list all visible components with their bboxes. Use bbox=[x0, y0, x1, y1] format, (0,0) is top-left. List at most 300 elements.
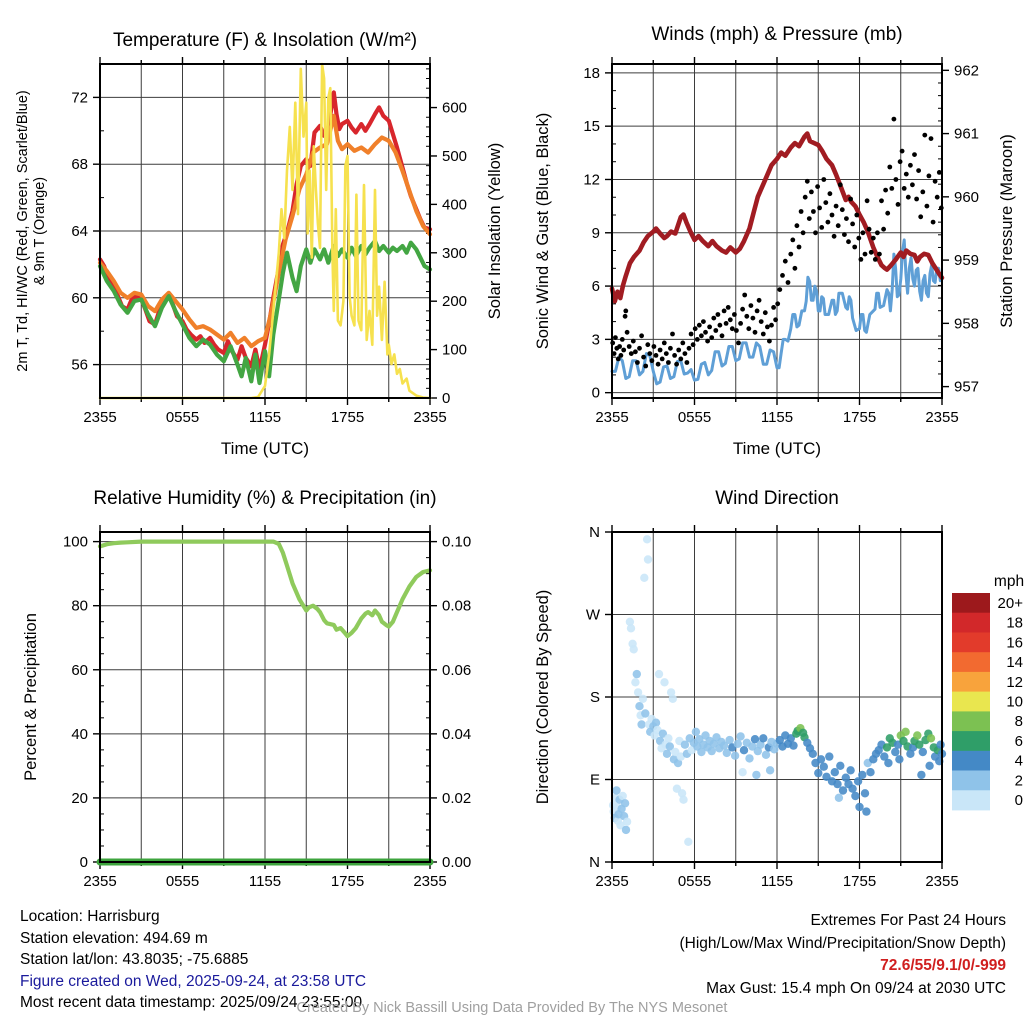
gust-black-dots bbox=[795, 223, 800, 228]
gust-black-dots bbox=[683, 351, 688, 356]
extremes-block bbox=[680, 910, 1007, 1000]
y-left-axis-label: Sonic Wind & Gust (Blue, Black) bbox=[534, 112, 552, 350]
colorbar-label: 4 bbox=[1014, 752, 1023, 770]
wind-direction-scatter bbox=[684, 838, 692, 846]
gust-black-dots bbox=[753, 330, 758, 335]
colorbar-swatch bbox=[952, 633, 990, 653]
gust-black-dots bbox=[935, 195, 940, 200]
extremes-title: Extremes For Past 24 Hours bbox=[810, 912, 1006, 929]
gust-black-dots bbox=[670, 332, 675, 337]
y-left-tick-label: 15 bbox=[583, 118, 600, 136]
gust-black-dots bbox=[726, 305, 731, 310]
gust-black-dots bbox=[873, 257, 878, 262]
gust-black-dots bbox=[703, 330, 708, 335]
wind-direction-scatter bbox=[633, 670, 641, 678]
gust-black-dots bbox=[848, 197, 853, 202]
gust-black-dots bbox=[817, 206, 822, 211]
x-tick-label: 2355 bbox=[925, 409, 959, 426]
gust-black-dots bbox=[852, 245, 857, 250]
wind-direction-scatter bbox=[639, 695, 647, 703]
colorbar-swatch bbox=[952, 731, 990, 751]
gust-black-dots bbox=[613, 335, 618, 340]
colorbar-label: 6 bbox=[1014, 733, 1023, 750]
gust-black-dots bbox=[757, 298, 762, 303]
colorbar-label: 0 bbox=[1014, 792, 1023, 810]
colorbar-swatch bbox=[952, 652, 990, 672]
gust-black-dots bbox=[660, 357, 665, 362]
gust-black-dots bbox=[687, 346, 692, 351]
gust-black-dots bbox=[627, 344, 632, 349]
data-timestamp: Most recent data timestamp: 2025/09/24 23:55:00 bbox=[20, 994, 363, 1011]
gust-black-dots bbox=[695, 337, 700, 342]
gust-black-dots bbox=[832, 234, 837, 239]
wind-direction-scatter bbox=[851, 792, 859, 800]
wind-direction-scatter bbox=[925, 762, 933, 770]
y-right-tick-label: 500 bbox=[442, 147, 468, 165]
gust-black-dots bbox=[842, 232, 847, 237]
gust-black-dots bbox=[815, 184, 820, 189]
wind-direction-scatter bbox=[817, 755, 825, 763]
y-left-tick-label: 12 bbox=[583, 171, 600, 189]
humidity-precipitation-chart bbox=[0, 470, 512, 910]
y-right-tick-label: 962 bbox=[954, 62, 980, 80]
y-left-tick-label: 20 bbox=[71, 789, 88, 807]
gust-black-dots bbox=[621, 348, 626, 353]
gust-black-dots bbox=[635, 360, 640, 365]
wind-direction-scatter bbox=[855, 803, 863, 811]
gust-black-dots bbox=[676, 348, 681, 353]
wind-direction-scatter bbox=[619, 792, 627, 800]
gust-black-dots bbox=[777, 287, 782, 292]
x-tick-label: 2355 bbox=[595, 873, 629, 890]
gust-black-dots bbox=[763, 310, 768, 315]
gust-black-dots bbox=[689, 332, 694, 337]
gust-black-dots bbox=[807, 216, 812, 221]
gust-black-dots bbox=[892, 117, 897, 122]
wind-direction-scatter bbox=[759, 734, 767, 742]
gust-black-dots bbox=[678, 357, 683, 362]
gust-black-dots bbox=[803, 195, 808, 200]
gust-black-dots bbox=[838, 182, 843, 187]
gust-black-dots bbox=[846, 239, 851, 244]
wind-direction-scatter bbox=[635, 702, 643, 710]
y-right-tick-label: 300 bbox=[442, 244, 468, 262]
wind-direction-scatter bbox=[848, 785, 856, 793]
y-left-axis-label: 2m T, Td, HI/WC (Red, Green, Scarlet/Blue) bbox=[15, 90, 31, 372]
y-left-tick-label: 0 bbox=[591, 384, 600, 402]
gust-black-dots bbox=[927, 174, 932, 179]
gust-black-dots bbox=[830, 213, 835, 218]
gust-black-dots bbox=[629, 351, 634, 356]
x-tick-label: 1755 bbox=[330, 873, 365, 890]
wind-direction-scatter bbox=[858, 771, 866, 779]
gust-black-dots bbox=[879, 198, 884, 203]
wind-direction-scatter bbox=[831, 768, 839, 776]
wind-direction-scatter bbox=[846, 766, 854, 774]
gust-black-dots bbox=[797, 245, 802, 250]
extremes-subtitle: (High/Low/Max Wind/Precipitation/Snow Depth) bbox=[679, 934, 1006, 952]
colorbar-label: 20+ bbox=[997, 594, 1023, 612]
wind-direction-scatter bbox=[762, 751, 770, 759]
wind-direction-scatter bbox=[692, 728, 700, 736]
y-left-tick-label: 40 bbox=[71, 725, 88, 743]
colorbar-swatch bbox=[952, 613, 990, 633]
gust-black-dots bbox=[674, 362, 679, 367]
figure-created: Figure created on Wed, 2025-09-24, at 23:58 UTC bbox=[20, 972, 367, 990]
y-left-tick-label: N bbox=[589, 524, 600, 541]
station-info bbox=[20, 906, 366, 1014]
gust-black-dots bbox=[906, 195, 911, 200]
y-right-tick-label: 0.10 bbox=[442, 533, 472, 551]
winds-pressure-chart bbox=[512, 0, 1024, 470]
colorbar-label: 10 bbox=[1006, 693, 1023, 711]
gust-black-dots bbox=[672, 353, 677, 358]
y-left-tick-label: 60 bbox=[71, 661, 88, 679]
gust-black-dots bbox=[656, 362, 661, 367]
chart-title: Winds (mph) & Pressure (mb) bbox=[651, 24, 903, 45]
y-left-tick-label: E bbox=[589, 771, 600, 789]
gust-black-dots bbox=[811, 209, 816, 214]
gust-black-dots bbox=[819, 225, 824, 230]
gust-black-dots bbox=[931, 220, 936, 225]
gust-black-dots bbox=[823, 200, 828, 205]
gust-black-dots bbox=[693, 326, 698, 331]
wind-direction-scatter bbox=[862, 807, 870, 815]
gust-black-dots bbox=[722, 309, 727, 314]
colorbar-label: 8 bbox=[1014, 713, 1023, 731]
wind-direction-scatter bbox=[622, 826, 630, 834]
gust-black-dots bbox=[885, 211, 890, 216]
y-right-tick-label: 0.08 bbox=[442, 597, 472, 615]
gust-black-dots bbox=[912, 152, 917, 157]
gust-black-dots bbox=[780, 273, 785, 278]
y-left-tick-label: 0 bbox=[79, 854, 88, 871]
colorbar-label: 18 bbox=[1006, 614, 1023, 632]
gust-black-dots bbox=[720, 333, 725, 338]
gust-black-dots bbox=[914, 197, 919, 202]
gust-black-dots bbox=[654, 353, 659, 358]
gust-black-dots bbox=[875, 230, 880, 235]
gust-black-dots bbox=[933, 179, 938, 184]
gust-black-dots bbox=[625, 330, 630, 335]
y-right-tick-label: 0.00 bbox=[442, 854, 472, 871]
gust-black-dots bbox=[834, 204, 839, 209]
colorbar-swatch bbox=[952, 751, 990, 771]
colorbar-swatch bbox=[952, 692, 990, 712]
y-left-axis-label: & 9m T (Orange) bbox=[32, 176, 48, 286]
wind-direction-scatter bbox=[752, 771, 760, 779]
wind-direction-scatter bbox=[725, 736, 733, 744]
gust-black-dots bbox=[765, 325, 770, 330]
gust-black-dots bbox=[647, 351, 652, 356]
y-left-tick-label: 6 bbox=[591, 278, 600, 296]
colorbar-swatch bbox=[952, 593, 990, 613]
wind-direction-scatter bbox=[631, 678, 639, 686]
gust-black-dots bbox=[716, 312, 721, 317]
gust-black-dots bbox=[908, 163, 913, 168]
wind-direction-scatter bbox=[663, 750, 671, 758]
gust-black-dots bbox=[861, 230, 866, 235]
gust-black-dots bbox=[889, 186, 894, 191]
gust-black-dots bbox=[701, 319, 706, 324]
y-right-axis-label: Solar Insolation (Yellow) bbox=[486, 142, 504, 320]
colorbar-swatch bbox=[952, 771, 990, 791]
gust-black-dots bbox=[867, 227, 872, 232]
colorbar-swatch bbox=[952, 672, 990, 692]
y-left-tick-label: 100 bbox=[62, 533, 88, 551]
gust-black-dots bbox=[771, 305, 776, 310]
gust-black-dots bbox=[836, 223, 841, 228]
wind-direction-scatter bbox=[644, 555, 652, 563]
colorbar-label: 16 bbox=[1006, 634, 1023, 652]
wind-direction-scatter bbox=[652, 719, 660, 727]
gust-black-dots bbox=[645, 342, 650, 347]
wind-direction-scatter bbox=[669, 695, 677, 703]
wind-direction-scatter bbox=[814, 769, 822, 777]
station-latlon: Station lat/lon: 43.8035; -75.6885 bbox=[20, 951, 249, 968]
x-tick-label: 2355 bbox=[413, 873, 447, 890]
gust-black-dots bbox=[813, 230, 818, 235]
gust-black-dots bbox=[732, 312, 737, 317]
gust-black-dots bbox=[668, 346, 673, 351]
x-tick-label: 1155 bbox=[248, 409, 282, 426]
colorbar-title: mph bbox=[993, 573, 1024, 590]
y-left-tick-label: W bbox=[585, 606, 600, 624]
gust-black-dots bbox=[844, 216, 849, 221]
gust-black-dots bbox=[697, 323, 702, 328]
gust-black-dots bbox=[639, 333, 644, 338]
gust-black-dots bbox=[744, 314, 749, 319]
chart-title: Wind Direction bbox=[715, 488, 839, 509]
colorbar-label: 12 bbox=[1006, 673, 1023, 691]
wind-direction-scatter bbox=[861, 789, 869, 797]
gust-black-dots bbox=[652, 344, 657, 349]
gust-black-dots bbox=[790, 238, 795, 243]
wind-direction-scatter bbox=[660, 678, 668, 686]
gust-black-dots bbox=[821, 177, 826, 182]
gust-black-dots bbox=[705, 339, 710, 344]
wind-direction-scatter bbox=[738, 768, 746, 776]
x-tick-label: 0555 bbox=[677, 873, 712, 890]
x-tick-label: 1155 bbox=[248, 873, 282, 890]
y-left-tick-label: N bbox=[589, 854, 600, 871]
gust-black-dots bbox=[887, 165, 892, 170]
wind-direction-scatter bbox=[866, 768, 874, 776]
wind-direction-scatter bbox=[936, 741, 944, 749]
gust-black-dots bbox=[910, 182, 915, 187]
x-axis-label: Time (UTC) bbox=[732, 439, 822, 458]
gust-black-dots bbox=[707, 325, 712, 330]
gust-black-dots bbox=[840, 207, 845, 212]
credit-line: Created By Nick Bassill Using Data Provided By The NYS Mesonet bbox=[296, 1000, 728, 1016]
gust-black-dots bbox=[881, 227, 886, 232]
wind-direction-scatter bbox=[731, 752, 739, 760]
wind-direction-scatter bbox=[630, 645, 638, 653]
gust-black-dots bbox=[685, 360, 690, 365]
gust-black-dots bbox=[871, 236, 876, 241]
gust-black-dots bbox=[761, 332, 766, 337]
wind-direction-scatter bbox=[623, 818, 631, 826]
gust-black-dots bbox=[620, 337, 625, 342]
gust-black-dots bbox=[775, 301, 780, 306]
gust-black-dots bbox=[902, 186, 907, 191]
gust-black-dots bbox=[664, 351, 669, 356]
gust-black-dots bbox=[925, 204, 930, 209]
gust-black-dots bbox=[937, 170, 942, 175]
wind-direction-scatter bbox=[708, 747, 716, 755]
y-left-tick-label: 68 bbox=[71, 156, 88, 174]
gust-black-dots bbox=[751, 316, 756, 321]
y-left-tick-label: S bbox=[589, 689, 600, 706]
gust-black-dots bbox=[898, 159, 903, 164]
wind-direction-scatter bbox=[895, 755, 903, 763]
gust-black-dots bbox=[709, 335, 714, 340]
x-tick-label: 0555 bbox=[677, 409, 712, 426]
gust-black-dots bbox=[854, 213, 859, 218]
x-tick-label: 2355 bbox=[83, 409, 117, 426]
y-left-axis-label: Percent & Precipitation bbox=[22, 613, 40, 781]
station-location: Location: Harrisburg bbox=[20, 908, 160, 925]
temperature-insolation-chart bbox=[0, 0, 512, 470]
gust-black-dots bbox=[783, 259, 788, 264]
x-tick-label: 2355 bbox=[83, 873, 117, 890]
x-tick-label: 0555 bbox=[165, 409, 200, 426]
gust-black-dots bbox=[619, 353, 624, 358]
gust-black-dots bbox=[666, 360, 671, 365]
wind-direction-scatter bbox=[643, 535, 651, 543]
gust-black-dots bbox=[623, 314, 628, 319]
y-right-tick-label: 100 bbox=[442, 341, 468, 359]
station-elevation: Station elevation: 494.69 m bbox=[20, 929, 208, 947]
wind-direction-scatter bbox=[927, 734, 935, 742]
colorbar-swatch bbox=[952, 711, 990, 731]
wind-direction-scatter bbox=[679, 796, 687, 804]
max-gust: Max Gust: 15.4 mph On 09/24 at 2030 UTC bbox=[706, 979, 1006, 997]
gust-black-dots bbox=[740, 307, 745, 312]
gust-black-dots bbox=[828, 191, 833, 196]
wind-direction-scatter bbox=[655, 670, 663, 678]
gust-black-dots bbox=[809, 190, 814, 195]
x-tick-label: 2355 bbox=[925, 873, 959, 890]
wind-direction-scatter bbox=[621, 799, 629, 807]
y-right-axis-label: Station Pressure (Maroon) bbox=[998, 134, 1016, 328]
gust-black-dots bbox=[850, 222, 855, 227]
wind-direction-scatter bbox=[825, 752, 833, 760]
gust-black-dots bbox=[637, 346, 642, 351]
gust-black-dots bbox=[801, 230, 806, 235]
x-tick-label: 1155 bbox=[760, 873, 794, 890]
gust-black-dots bbox=[641, 355, 646, 360]
y-right-tick-label: 959 bbox=[954, 252, 980, 270]
gust-black-dots bbox=[699, 333, 704, 338]
gust-black-dots bbox=[631, 339, 636, 344]
wind-direction-scatter bbox=[839, 786, 847, 794]
extremes-values: 72.6/55/9.1/0/-999 bbox=[880, 957, 1006, 974]
wind-direction-scatter bbox=[627, 624, 635, 632]
gust-black-dots bbox=[877, 252, 882, 257]
gust-black-dots bbox=[759, 319, 764, 324]
wind-direction-scatter bbox=[835, 794, 843, 802]
wind-direction-chart bbox=[512, 470, 1024, 910]
colorbar-swatch bbox=[952, 790, 990, 810]
gust-black-dots bbox=[793, 266, 798, 271]
gust-black-dots bbox=[749, 303, 754, 308]
chart-title: Temperature (F) & Insolation (W/m²) bbox=[112, 30, 418, 51]
wind-direction-scatter bbox=[833, 780, 841, 788]
gust-black-dots bbox=[728, 317, 733, 322]
gust-black-dots bbox=[650, 358, 655, 363]
gust-black-dots bbox=[736, 341, 741, 346]
gust-black-dots bbox=[658, 348, 663, 353]
wind-direction-scatter bbox=[836, 762, 844, 770]
wind-direction-scatter bbox=[641, 709, 649, 717]
gust-black-dots bbox=[691, 342, 696, 347]
gust-black-dots bbox=[826, 220, 831, 225]
y-right-tick-label: 957 bbox=[954, 378, 980, 396]
x-tick-label: 0555 bbox=[165, 873, 200, 890]
y-right-tick-label: 200 bbox=[442, 293, 468, 311]
gust-black-dots bbox=[920, 190, 925, 195]
gust-black-dots bbox=[869, 250, 874, 255]
y-left-tick-label: 3 bbox=[591, 331, 600, 349]
gust-black-dots bbox=[738, 321, 743, 326]
x-tick-label: 1755 bbox=[330, 409, 365, 426]
gust-black-dots bbox=[916, 168, 921, 173]
x-tick-label: 1755 bbox=[842, 409, 877, 426]
gust-black-dots bbox=[769, 323, 774, 328]
gust-black-dots bbox=[718, 323, 723, 328]
gust-black-dots bbox=[713, 328, 718, 333]
wind-direction-scatter bbox=[640, 574, 648, 582]
gust-black-dots bbox=[856, 236, 861, 241]
wind-direction-scatter bbox=[913, 731, 921, 739]
gust-black-dots bbox=[746, 326, 751, 331]
gust-black-dots bbox=[730, 326, 735, 331]
gust-black-dots bbox=[617, 344, 622, 349]
gust-black-dots bbox=[894, 177, 899, 182]
gust-black-dots bbox=[623, 309, 628, 314]
gust-black-dots bbox=[633, 349, 638, 354]
x-axis-label: Time (UTC) bbox=[220, 439, 310, 458]
wind-direction-scatter bbox=[809, 750, 817, 758]
wind-direction-scatter bbox=[736, 732, 744, 740]
x-tick-label: 2355 bbox=[595, 409, 629, 426]
gust-black-dots bbox=[788, 252, 793, 257]
y-left-tick-label: 56 bbox=[71, 356, 88, 374]
x-tick-label: 1155 bbox=[760, 409, 794, 426]
gust-black-dots bbox=[734, 328, 739, 333]
wind-direction-scatter bbox=[664, 734, 672, 742]
colorbar-label: 2 bbox=[1014, 772, 1023, 790]
gust-black-dots bbox=[922, 133, 927, 138]
gust-black-dots bbox=[786, 280, 791, 285]
wind-direction-scatter bbox=[766, 766, 774, 774]
gust-black-dots bbox=[680, 341, 685, 346]
gust-black-dots bbox=[773, 317, 778, 322]
gust-black-dots bbox=[724, 321, 729, 326]
gust-black-dots bbox=[883, 188, 888, 193]
wind-direction-scatter bbox=[891, 748, 899, 756]
y-right-tick-label: 0.02 bbox=[442, 789, 472, 807]
y-left-tick-label: 64 bbox=[71, 223, 88, 240]
gust-black-dots bbox=[929, 136, 934, 141]
y-right-tick-label: 958 bbox=[954, 315, 980, 333]
y-right-tick-label: 600 bbox=[442, 99, 468, 117]
gust-black-dots bbox=[711, 316, 716, 321]
gust-black-dots bbox=[896, 202, 901, 207]
gust-black-dots bbox=[805, 179, 810, 184]
y-right-tick-label: 0.04 bbox=[442, 725, 472, 743]
